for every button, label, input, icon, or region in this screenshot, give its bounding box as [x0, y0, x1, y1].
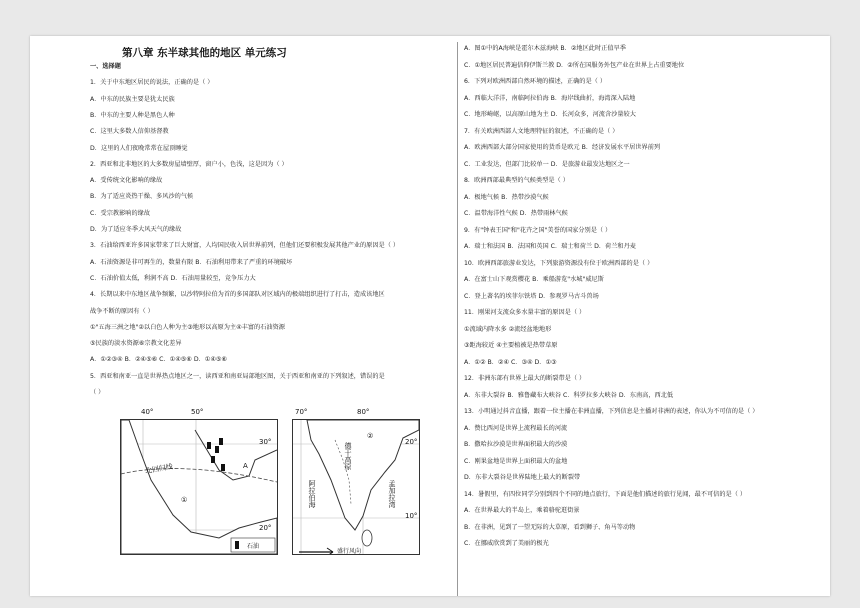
left-line-19: A．①②③④ B．②④⑤⑥ C．①④⑤⑥ D．①④⑤⑥ — [90, 356, 227, 364]
left-line-15: 4．长期以来中东地区战争频繁，以沙特阿拉伯为首的多国部队对区域内的极端组织进行了打击，造成该地区 — [90, 291, 385, 299]
left-line-17: ①"五海三洲之地"②以白色人种为主③地形以高原为主④丰富的石油资源 — [90, 323, 285, 331]
west-asia-map-drawing — [121, 420, 277, 554]
tropic-label: 北回归线 — [144, 462, 174, 476]
page-title: 第八章 东半球其他的地区 单元练习 — [122, 47, 287, 59]
legend-oil-label: 石油 — [247, 543, 260, 550]
map2-lon-label-1: 70° — [295, 408, 308, 416]
right-line-19: ③距海较近 ④主要植被是热带草原 — [464, 342, 558, 349]
left-line-5: C．这里大多数人信仰基督教 — [90, 128, 169, 136]
right-line-18: ①流域内降水多 ②流经盆地地形 — [464, 325, 552, 333]
prevailing-wind-label: 盛行风向 — [337, 548, 362, 555]
south-asia-map — [292, 408, 420, 555]
right-line-6: 7．有关欧洲西部人文地理特征的叙述，不正确的是（ ） — [464, 127, 619, 135]
left-line-21: （ ） — [90, 389, 105, 396]
right-line-9: 8．欧洲西部最典型的气候类型是（ ） — [464, 177, 569, 184]
map1-lat-label-2: 20° — [259, 524, 272, 532]
region-2-label: ② — [367, 432, 374, 440]
right-line-25: B．撒哈拉沙漠是世界面积最大的沙漠 — [464, 441, 568, 448]
right-line-8: C．工业发达，但部门比较单一 D．是旅游业最发达地区之一 — [464, 160, 630, 168]
right-line-20: A．①② B．②④ C．③④ D．①③ — [464, 358, 557, 366]
left-line-9: B．为了适应炎热干燥、多风沙的气候 — [90, 193, 194, 201]
right-line-28: 14．暑假里，有四位同学分别到四个不同的地点旅行，下面是他们描述的旅行见闻，最不可信的是（ ） — [464, 490, 747, 498]
right-line-21: 12．非洲东部有世界上最大的断裂带是（ ） — [464, 375, 586, 382]
deccan-plateau-label: 德干高原 — [344, 442, 352, 470]
right-line-12: 9．有"钟表王国"和"花卉之国"美誉的国家分别是（ ） — [464, 226, 612, 234]
right-line-10: A．极地气候 B．热带沙漠气候 — [464, 193, 549, 201]
left-line-10: C．受宗教影响的缘故 — [90, 209, 151, 217]
left-line-11: D．为了适应冬季大风天气的缘故 — [90, 226, 182, 233]
right-line-7: A．欧洲西部大部分国家使用的货币是欧元 B．经济发展水平居世界前列 — [464, 144, 661, 151]
worksheet-page — [30, 36, 830, 596]
west-asia-map — [120, 408, 278, 555]
right-line-14: 10．欧洲西部旅游业发达，下列旅游资源没有位于欧洲西部的是（ ） — [464, 259, 654, 267]
right-line-13: A．瑞士和法国 B．法国和英国 C．瑞士和荷兰 D．荷兰和丹麦 — [464, 243, 636, 250]
map1-lon-label-1: 40° — [141, 408, 154, 416]
left-line-4: B．中东的主要人种是黑色人种 — [90, 111, 175, 119]
left-line-2: 1．关于中东地区居民的说法，正确的是（ ） — [90, 79, 214, 87]
left-line-20: 5．西亚和南亚一直是世界热点地区之一，读西亚和南亚局部地区图，关于西亚和南亚的下列叙述，错误的是 — [90, 372, 385, 380]
column-divider — [457, 42, 458, 596]
left-line-7: 2．西亚和北非地区的大多数房屋墙壁厚，窗户小，色浅，这是因为（ ） — [90, 160, 288, 168]
left-line-1: 一、选择题 — [90, 63, 121, 70]
region-1-label: ① — [181, 496, 188, 504]
map2-lon-label-2: 80° — [357, 408, 370, 416]
map1-lat-label-1: 30° — [259, 438, 272, 446]
map2-lat-label-2: 10° — [405, 512, 418, 520]
right-line-27: D．东非大裂谷是世界陆地上最大的断裂带 — [464, 474, 581, 481]
left-line-6: D．这里的人们夜晚常常在屋顶睡觉 — [90, 144, 188, 152]
right-line-3: 6．下列对欧洲西部自然环境的描述，正确的是（ ） — [464, 78, 607, 85]
right-line-4: A．西临大洋洋，南临阿拉伯海 B．海岸线曲折，海湾深入陆地 — [464, 94, 636, 102]
right-line-16: C．登上著名的埃菲尔铁塔 D．参观罗马古斗兽场 — [464, 292, 599, 300]
right-line-31: C．在挪威欣赏到了美丽的极光 — [464, 540, 549, 547]
bay-of-bengal-label: 孟加拉湾 — [388, 480, 396, 508]
right-line-22: A．东非大裂谷 B．雅鲁藏布大峡谷 C．科罗拉多大峡谷 D．东南高，西北低 — [464, 391, 674, 399]
left-line-13: A．石油资源是非可再生的，数量有限 B．石油利用带来了严重的环境破坏 — [90, 258, 293, 266]
right-line-17: 11．刚果河支流众多水量丰富的原因是（ ） — [464, 309, 586, 316]
right-line-2: C．①地区居民普遍信仰伊斯兰教 D．②所在国服务外包产业在世界上占重要地位 — [464, 61, 685, 69]
right-line-15: A．在富士山下观赏樱花 B．乘船游览"水城"威尼斯 — [464, 276, 604, 283]
left-line-3: A．中东的民族主要是犹太民族 — [90, 95, 175, 103]
left-line-18: ⑤民族的淡水资源⑥宗教文化差异 — [90, 340, 182, 348]
right-line-26: C．刚果盆地是世界上面积最大的盆地 — [464, 457, 568, 465]
arabian-sea-label: 阿拉伯海 — [308, 480, 316, 508]
left-line-12: 3．石油给西亚许多国家带来了巨大财富，人均国民收入居世界前列，但他们还要积极发展其他产业的原因是（ ） — [90, 242, 400, 250]
right-line-1: A．图①中的A海峡是霍尔木兹海峡 B．②地区此时正值旱季 — [464, 45, 626, 52]
right-line-5: C．地形崎岖，以高原山地为主 D．长河众多，河流含沙量较大 — [464, 111, 636, 118]
left-line-14: C．石油价值太低，利润不高 D．石油用量较至，竞争压力大 — [90, 274, 256, 282]
left-line-16: 战争不断的原因有（ ） — [90, 307, 154, 315]
right-line-11: C．温带海洋性气候 D．热带雨林气候 — [464, 210, 568, 217]
right-line-30: B．在非洲，见到了一望无际的大草原，看到狮子、角马等动物 — [464, 523, 636, 531]
map2-lat-label-1: 20° — [405, 438, 418, 446]
right-line-23: 13．小明通过抖音直播，跟着一位主播在非洲直播，下列信息是主播对非洲的表述，你认为不可信的是（ ） — [464, 408, 759, 415]
left-line-8: A．受传统文化影响的缘故 — [90, 177, 163, 185]
strait-a-label: A — [243, 462, 248, 470]
map1-lon-label-2: 50° — [191, 408, 204, 416]
right-line-24: A．赞比西河是世界上流程最长的河流 — [464, 424, 568, 432]
right-line-29: A．在世界最大的半岛上，乘着骆驼逛街景 — [464, 507, 580, 514]
